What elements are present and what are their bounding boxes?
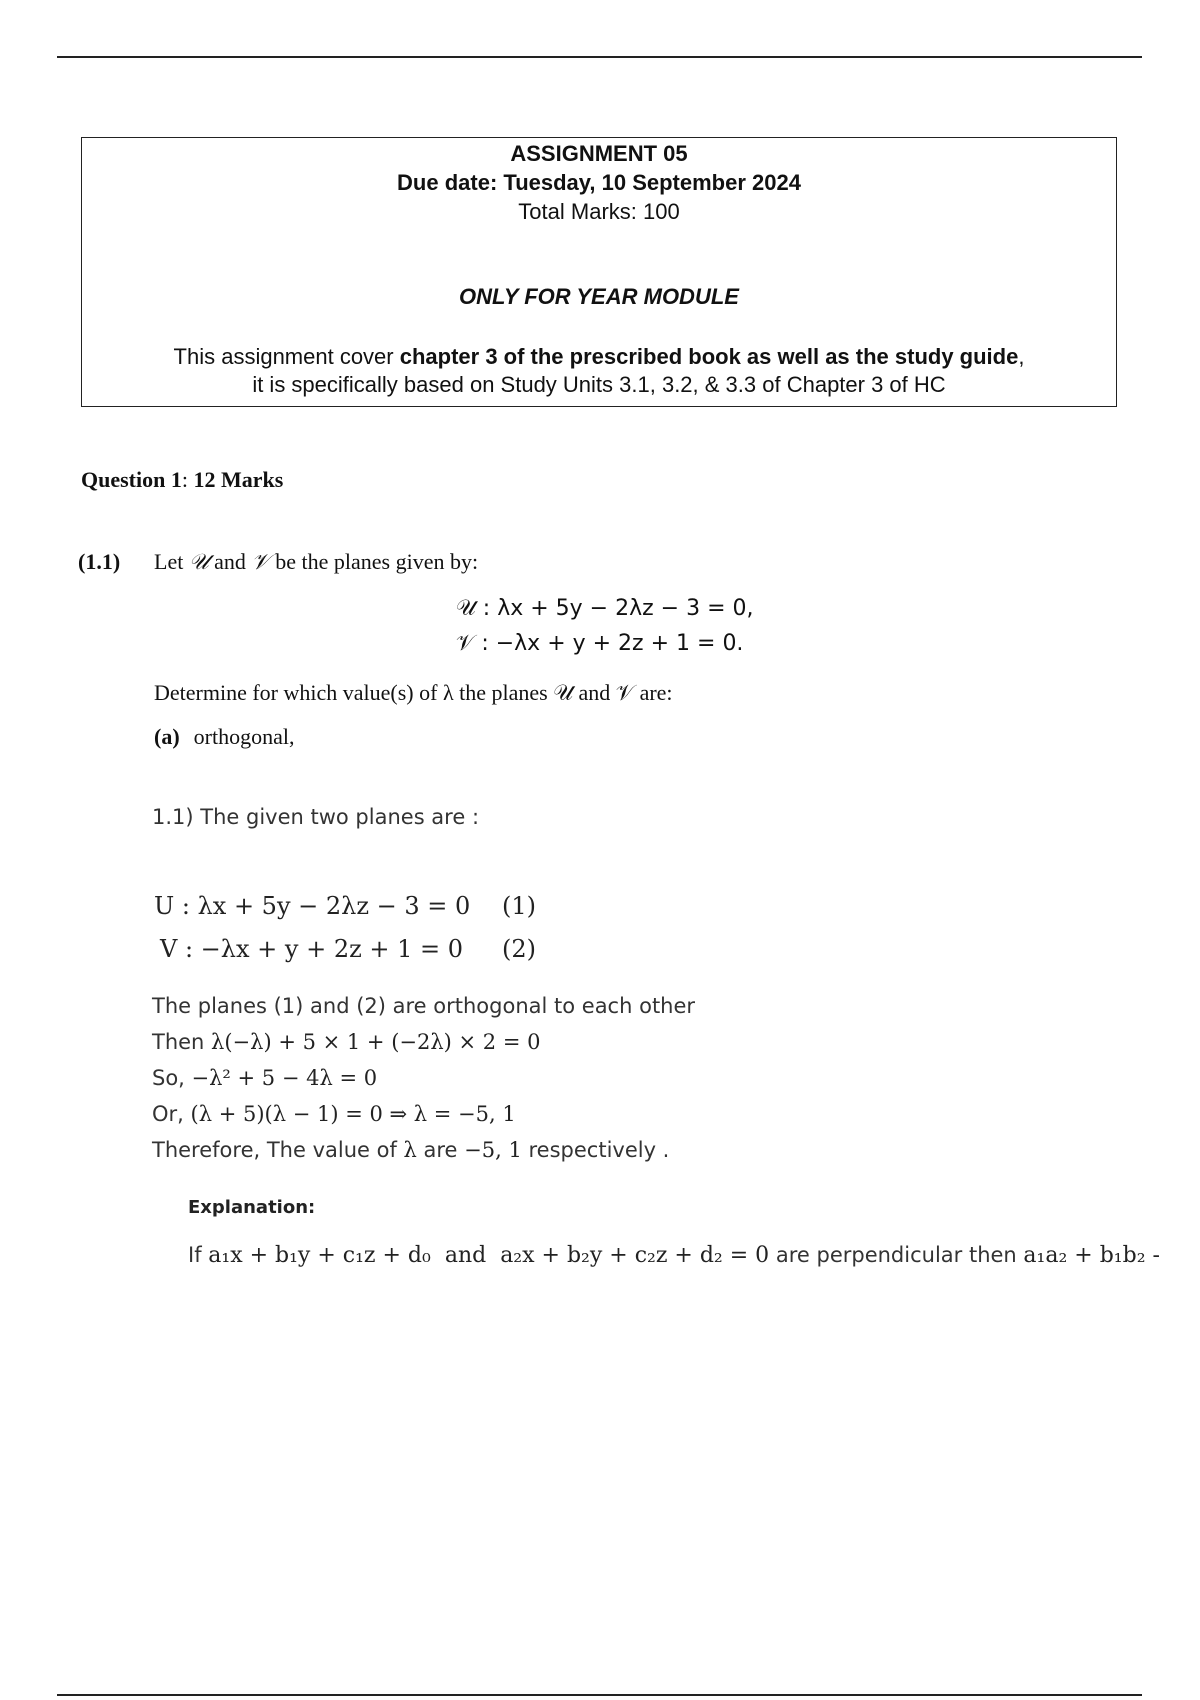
description-comma: , xyxy=(1018,344,1025,369)
question-separator: : xyxy=(181,467,188,492)
part-a-text: orthogonal, xyxy=(193,724,295,749)
solution-line-then xyxy=(152,1030,540,1054)
explanation-text xyxy=(188,1243,1160,1268)
or-math: (λ + 5)(λ − 1) = 0 ⇒ λ = −5, 1 xyxy=(190,1102,516,1126)
due-date: Due date: Tuesday, 10 September 2024 xyxy=(397,170,801,195)
or-text: Or, xyxy=(152,1102,191,1126)
explanation-title: Explanation: xyxy=(188,1197,316,1218)
equation-tag-1: (1) xyxy=(502,892,536,920)
plane-v-equation: 𝒱 : −λx + y + 2z + 1 = 0. xyxy=(456,631,744,656)
solution-line-orthogonal: The planes (1) and (2) are orthogonal to each other xyxy=(152,994,696,1018)
plane-u-equation: 𝒰 : λx + 5y − 2λz − 3 = 0, xyxy=(456,596,754,621)
total-marks: Total Marks: 100 xyxy=(518,199,680,224)
assignment-header-box xyxy=(81,137,1117,407)
plane-u-symbol: 𝒰 xyxy=(188,550,209,575)
stem-rest: be the planes given by: xyxy=(269,549,479,574)
then-math: λ(−λ) + 5 × 1 + (−2λ) × 2 = 0 xyxy=(211,1030,541,1054)
then-text: Then xyxy=(152,1030,212,1054)
solution-intro: 1.1) The given two planes are : xyxy=(152,805,480,829)
assignment-title: ASSIGNMENT 05 xyxy=(510,141,688,166)
so-math: −λ² + 5 − 4λ = 0 xyxy=(191,1066,378,1090)
question-stem xyxy=(154,549,478,575)
plane-v-symbol: 𝒱 xyxy=(251,550,270,575)
part-a xyxy=(154,724,294,750)
therefore-end: respectively . xyxy=(521,1138,670,1162)
description-bold: chapter 3 of the prescribed book as well as the study guide xyxy=(399,344,1019,369)
equation-tag-2: (2) xyxy=(502,935,536,963)
explanation-plane-1: a₁x + b₁y + c₁z + d₀ xyxy=(208,1243,431,1268)
stem-let: Let xyxy=(154,549,189,574)
explanation-if: If xyxy=(188,1243,209,1267)
solution-line-or xyxy=(152,1102,516,1126)
explanation-condition: a₁a₂ + b₁b₂ - xyxy=(1023,1243,1160,1268)
question-label: Question 1 xyxy=(81,467,182,492)
question-heading xyxy=(81,467,283,493)
assignment-description xyxy=(82,344,1116,370)
question-prompt: Determine for which value(s) of λ the planes 𝒰 and 𝒱 are: xyxy=(154,680,673,705)
part-a-label: (a) xyxy=(154,724,180,749)
solution-line-so xyxy=(152,1066,377,1090)
explanation-perp: are perpendicular then xyxy=(769,1243,1024,1267)
stem-and: and xyxy=(208,549,252,574)
top-rule xyxy=(57,56,1142,58)
bottom-rule xyxy=(57,1694,1142,1696)
assignment-description-line2: it is specifically based on Study Units 3.1, 3.2, & 3.3 of Chapter 3 of HC xyxy=(252,372,946,397)
solution-line-therefore xyxy=(152,1138,669,1162)
therefore-lambda: λ xyxy=(403,1138,417,1162)
question-number: (1.1) xyxy=(78,549,121,574)
explanation-plane-2: a₂x + b₂y + c₂z + d₂ = 0 xyxy=(500,1243,770,1268)
therefore-values: −5, 1 xyxy=(464,1138,522,1162)
so-text: So, xyxy=(152,1066,192,1090)
therefore-are: are xyxy=(416,1138,465,1162)
module-note: ONLY FOR YEAR MODULE xyxy=(459,284,739,309)
solution-equation-1: U : λx + 5y − 2λz − 3 = 0 xyxy=(154,892,471,920)
description-text: This assignment cover xyxy=(173,344,400,369)
solution-equation-2: V : −λx + y + 2z + 1 = 0 xyxy=(160,935,464,963)
question-marks: 12 Marks xyxy=(187,467,284,492)
therefore-text: Therefore, The value of xyxy=(152,1138,404,1162)
explanation-and: and xyxy=(430,1243,501,1268)
